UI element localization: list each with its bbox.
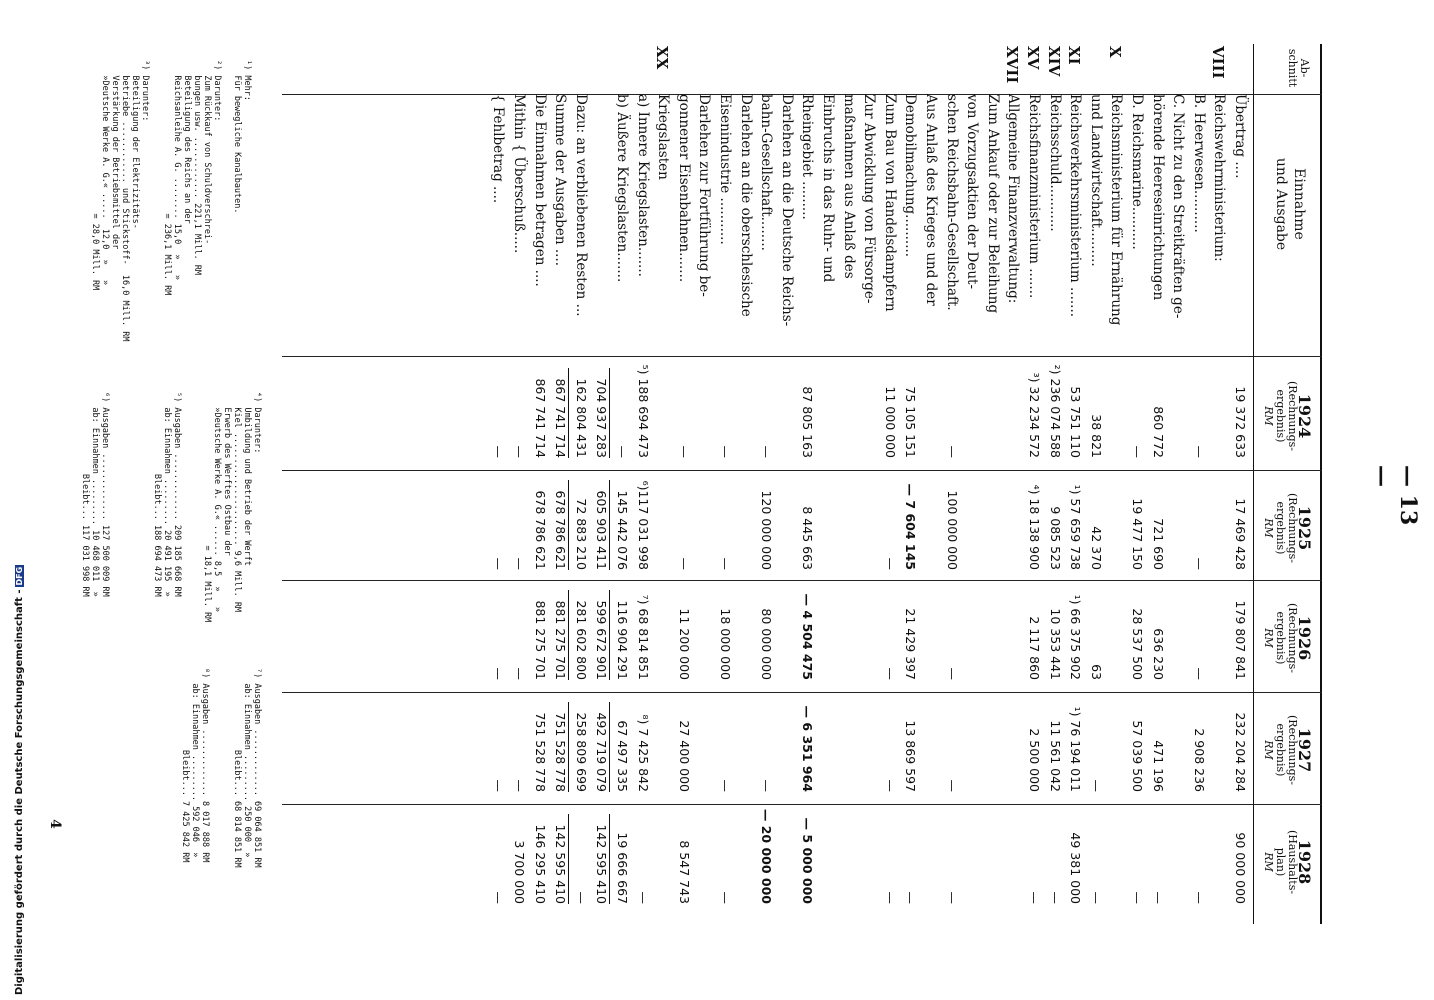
footnote-8: ⁸) Ausgaben ............. 8 017 888 RM ab: Einnahmen ......... 592 046 » Bleibt... 7 425 842 RM: [180, 668, 210, 863]
sum-rule: [609, 590, 610, 680]
value-cell: — 6 351 964: [800, 705, 816, 792]
sum-rule: [568, 480, 569, 570]
currency-unit: RM: [1262, 740, 1275, 760]
value-cell: 751 528 778: [532, 712, 548, 792]
digitization-text: Digitalisierung gefördert durch die Deutsche Forschungsgemeinschaft -: [14, 589, 25, 995]
table-row: [1104, 44, 1124, 924]
value-cell: — 7 604 145: [903, 483, 919, 570]
value-cell: —: [491, 891, 507, 904]
row-label: a) Innere Kriegslasten.......: [634, 94, 651, 277]
table-row: [713, 44, 733, 924]
value-cell: 27 400 000: [676, 720, 692, 792]
currency-unit: RM: [1262, 518, 1275, 538]
sum-rule: [609, 480, 610, 570]
value-cell: —: [944, 779, 960, 792]
value-cell: 53 751 110: [1068, 386, 1084, 458]
header-rule: [1253, 44, 1254, 924]
table-row: [1207, 44, 1227, 924]
value-cell: —: [1047, 891, 1063, 904]
table-row: [1228, 44, 1248, 924]
year-header: [1262, 362, 1314, 470]
value-cell: 116 904 291: [615, 600, 630, 680]
row-label: Aus Anlaß des Krieges und der: [923, 94, 939, 306]
value-cell: 87 805 163: [800, 386, 816, 458]
value-cell: 678 786 621: [532, 490, 548, 570]
row-label: Zum Bau von Handelsdampfern: [881, 94, 898, 312]
value-cell: 38 821: [1088, 414, 1104, 458]
row-label: Reichsministerium für Ernährung: [1108, 94, 1125, 326]
year-header: [1262, 474, 1314, 582]
value-cell: — 5 000 000: [800, 817, 816, 904]
year-label: 1925: [1295, 505, 1314, 551]
value-cell: —: [944, 891, 960, 904]
table-row: [1166, 44, 1186, 924]
table-row: [1125, 44, 1145, 924]
value-cell: ⁷) 68 814 851: [635, 594, 651, 680]
row-label: { Fehlbetrag ....: [490, 94, 507, 204]
sum-rule: [609, 368, 610, 458]
value-cell: 19 666 667: [615, 832, 630, 904]
currency-unit: RM: [1262, 852, 1275, 872]
footnote-6: ⁶) Ausgaben ............. 127 500 009 RM ab: Einnahmen ......... 10 468 011 » Bleibt... 117 031 998 RM: [80, 392, 110, 597]
row-label: gonnener Eisenbahnen.......: [675, 94, 692, 283]
value-cell: ⁶)117 031 998: [635, 480, 651, 570]
currency-unit: RM: [1262, 406, 1275, 426]
value-cell: 11 561 042: [1047, 720, 1063, 792]
value-cell: 80 000 000: [759, 608, 775, 680]
value-cell: 860 772: [1150, 406, 1166, 458]
year-label: 1926: [1295, 615, 1314, 661]
table-row: [940, 44, 960, 924]
value-cell: —: [1027, 891, 1042, 904]
table-row: [981, 44, 1001, 924]
value-cell: —: [882, 779, 898, 792]
table-row: [816, 44, 836, 924]
table-row: [1001, 44, 1021, 924]
table-row: [898, 44, 918, 924]
page-number-top: — 13 —: [1369, 465, 1421, 526]
value-cell: 10 353 441: [1047, 608, 1063, 680]
table-row: [569, 44, 589, 924]
table-row: [960, 44, 980, 924]
value-cell: ³) 32 234 572: [1027, 372, 1042, 458]
value-cell: 704 937 283: [594, 378, 610, 458]
value-cell: ¹) 57 659 738: [1068, 484, 1084, 570]
section-number: XIV: [1044, 46, 1063, 77]
value-cell: —: [573, 891, 589, 904]
row-label: Reichsschuld...........: [1046, 94, 1063, 232]
row-label: Reichsverkehrsministerium .......: [1067, 94, 1084, 318]
value-cell: —: [718, 779, 733, 792]
value-cell: 100 000 000: [944, 490, 960, 570]
value-cell: —: [635, 891, 651, 904]
section-number: XX: [653, 46, 672, 70]
row-label: Darlehen an die oberschlesische: [737, 94, 754, 317]
row-label: Darlehen zur Fortführung be-: [696, 94, 713, 297]
table-row: [1187, 44, 1207, 924]
value-cell: 13 869 597: [903, 720, 919, 792]
row-label: von Vorzugsaktien der Deut-: [964, 94, 981, 290]
value-cell: —: [718, 557, 733, 570]
value-cell: —: [676, 557, 692, 570]
value-cell: 19 372 633: [1233, 386, 1248, 458]
value-cell: —: [759, 445, 775, 458]
value-cell: —: [512, 779, 527, 792]
table-row: [857, 44, 877, 924]
value-cell: —: [882, 891, 898, 904]
value-cell: 492 719 079: [594, 712, 610, 792]
table-row: [631, 44, 651, 924]
value-cell: 28 537 500: [1130, 608, 1145, 680]
dfg-logo-icon: DFG: [15, 566, 24, 586]
value-cell: ⁵) 188 694 473: [635, 364, 651, 458]
header-section: Ab- schnitt: [1286, 48, 1311, 88]
sum-rule: [568, 814, 569, 904]
row-label: Zur Abwicklung von Fürsorge-: [861, 94, 878, 304]
value-cell: —: [512, 667, 527, 680]
row-label: Demobilmachung..........: [902, 94, 919, 258]
footnote-3: ³) Darunter: Beteiligung der Elektrizitäts- betriebe ............ und Stickstoff- 16,0 Mill. RM Verstärkung der Betriebsmittel der »Deutsche Werke A. G.« ..... 12,0 » » = 28,0 Mill. RM: [90, 60, 150, 342]
value-cell: 605 903 411: [594, 490, 610, 570]
year-header: [1262, 584, 1314, 692]
table-row: [1063, 44, 1083, 924]
value-cell: 8 445 663: [800, 506, 816, 570]
value-cell: —: [1191, 557, 1207, 570]
value-cell: —: [676, 445, 692, 458]
value-cell: —: [491, 667, 507, 680]
row-label: Rheingebiet .........: [799, 94, 816, 220]
value-cell: 636 230: [1150, 628, 1166, 680]
sum-rule: [568, 702, 569, 792]
value-cell: 21 429 397: [903, 608, 919, 680]
row-label: Darlehen an die Deutsche Reichs-: [778, 94, 795, 327]
value-cell: —: [944, 667, 960, 680]
value-cell: —: [882, 557, 898, 570]
value-cell: —: [512, 445, 527, 458]
value-cell: 17 469 428: [1233, 498, 1248, 570]
row-label: Einbruchs in das Ruhr- und: [820, 94, 836, 283]
footnote-1: ¹) Mehr: Für bewegliche Kanalbauten.: [232, 60, 252, 214]
year-subtitle: (Haushalts- plan): [1274, 829, 1299, 895]
sum-rule: [568, 590, 569, 680]
value-cell: —: [1130, 891, 1145, 904]
year-subtitle: (Rechnungs- ergebnis): [1274, 381, 1299, 451]
table-row: [795, 44, 815, 924]
section-number: XV: [1024, 46, 1042, 70]
row-label: Reichsfinanzministerium .......: [1026, 94, 1042, 299]
row-label: Übertrag ....: [1232, 94, 1248, 179]
year-subtitle: (Rechnungs- ergebnis): [1274, 493, 1299, 563]
value-cell: 19 477 150: [1130, 498, 1145, 570]
value-cell: 867 741 714: [532, 378, 548, 458]
value-cell: 232 204 284: [1233, 712, 1248, 792]
row-label: Die Einnahmen betragen ....: [531, 94, 548, 287]
header-description: Einnahme und Ausgabe: [1273, 157, 1307, 251]
table-row: [878, 44, 898, 924]
table-row: [651, 44, 671, 924]
value-cell: 145 442 076: [615, 490, 630, 570]
section-number: XI: [1065, 46, 1084, 65]
value-cell: —: [759, 779, 775, 792]
row-label: D. Reichsmarine..........: [1129, 94, 1145, 250]
value-cell: 8 547 743: [676, 840, 692, 904]
value-cell: —: [1088, 891, 1104, 904]
table-row: [754, 44, 774, 924]
year-label: 1924: [1295, 393, 1314, 439]
value-cell: —: [1150, 891, 1166, 904]
row-label: hörende Heereseinrichtungen: [1149, 94, 1166, 301]
value-cell: 142 595 410: [553, 824, 569, 904]
section-number: X: [1106, 46, 1125, 58]
year-label: 1927: [1295, 727, 1314, 773]
year-header: [1262, 696, 1314, 804]
row-label: B. Heerwesen..........: [1190, 94, 1207, 233]
table-row: [1022, 44, 1042, 924]
row-label: und Landwirtschaft.........: [1087, 94, 1104, 267]
table-row: [837, 44, 857, 924]
table-row: [610, 44, 630, 924]
row-label: Reichswehrministerium:: [1211, 94, 1228, 262]
value-cell: 72 883 210: [573, 498, 589, 570]
table-row: [528, 44, 548, 924]
value-cell: — 4 504 475: [800, 593, 816, 680]
value-cell: ¹) 66 375 902: [1068, 594, 1084, 680]
row-label: Dazu: an verbliebenen Resten ...: [572, 94, 589, 317]
value-cell: 2 500 000: [1027, 728, 1042, 792]
footnote-7: ⁷) Ausgaben ............. 69 064 851 RM ab: Einnahmen ......... 250 000 » Bleibt... 68 814 851 RM: [232, 668, 262, 868]
value-cell: — 20 000 000: [759, 808, 775, 904]
value-cell: 867 741 714: [553, 378, 569, 458]
sum-rule: [568, 368, 569, 458]
value-cell: 57 039 500: [1130, 720, 1145, 792]
value-cell: 721 690: [1150, 518, 1166, 570]
value-cell: 881 275 701: [532, 600, 548, 680]
section-number: VIII: [1209, 46, 1228, 79]
value-cell: 9 085 523: [1047, 506, 1063, 570]
value-cell: 2 908 236: [1191, 728, 1207, 792]
row-label: maßnahmen aus Anlaß des: [840, 94, 857, 279]
value-cell: 881 275 701: [553, 600, 569, 680]
page-number-bottom: 4: [46, 819, 63, 829]
value-cell: 599 672 901: [594, 600, 610, 680]
year-subtitle: (Rechnungs- ergebnis): [1274, 715, 1299, 785]
table-row: [548, 44, 568, 924]
value-cell: —: [1130, 445, 1145, 458]
row-label: Eisenindustrie ...........: [717, 94, 733, 245]
value-cell: 751 528 778: [553, 712, 569, 792]
value-cell: 11 000 000: [882, 386, 898, 458]
value-cell: ⁴) 18 138 900: [1027, 484, 1042, 570]
row-label: b) Äußere Kriegslasten.......: [614, 94, 630, 283]
table-row: [692, 44, 712, 924]
value-cell: 42 370: [1088, 526, 1104, 570]
value-cell: —: [903, 891, 919, 904]
value-cell: ¹) 76 194 011: [1068, 706, 1084, 792]
value-cell: —: [491, 445, 507, 458]
year-label: 1928: [1295, 839, 1314, 885]
value-cell: 471 196: [1150, 740, 1166, 792]
currency-unit: RM: [1262, 628, 1275, 648]
year-subtitle: (Rechnungs- ergebnis): [1274, 603, 1299, 673]
value-cell: —: [1088, 779, 1104, 792]
value-cell: —: [615, 445, 630, 458]
value-cell: 258 809 699: [573, 712, 589, 792]
value-cell: ²) 236 074 588: [1047, 364, 1063, 458]
table-row: [1146, 44, 1166, 924]
value-cell: —: [944, 445, 960, 458]
value-cell: 63: [1088, 664, 1104, 680]
footnote-5: ⁵) Ausgaben ............. 209 185 668 RM ab: Einnahmen ......... 20 491 195 » Bleibt... 188 694 473 RM: [152, 392, 182, 597]
section-number: XVII: [1003, 46, 1022, 84]
table-row: [589, 44, 609, 924]
value-cell: —: [882, 667, 898, 680]
value-cell: 162 804 431: [573, 378, 589, 458]
value-cell: 67 497 335: [615, 720, 630, 792]
table-row: [672, 44, 692, 924]
table-top-rule: [1320, 44, 1322, 924]
value-cell: 75 105 151: [903, 386, 919, 458]
footnote-4: ⁴) Darunter: Umbildung und Betrieb der Werft Kiel ...................... 9,6 Mill. RM Erwerb des Werftes Ostbau der »Deutsche Werke A. G.« ...... 8,5 » » = 18,1 Mill. RM: [202, 392, 262, 623]
table-row: [1043, 44, 1063, 924]
row-label: Allgemeine Finanzverwaltung:: [1005, 94, 1022, 304]
value-cell: —: [718, 445, 733, 458]
sum-rule: [609, 702, 610, 792]
sum-rule: [609, 814, 610, 904]
row-label: Zum Ankauf oder zur Beleihung: [984, 94, 1001, 314]
value-cell: —: [1191, 667, 1207, 680]
value-cell: —: [491, 557, 507, 570]
value-cell: 3 700 000: [512, 840, 527, 904]
row-label: bahn-Gesellschaft........: [758, 94, 775, 251]
value-cell: 120 000 000: [759, 490, 775, 570]
value-cell: —: [512, 557, 527, 570]
row-label: Kriegslasten: [655, 94, 672, 180]
value-cell: 146 295 410: [532, 824, 548, 904]
value-cell: 90 000 000: [1233, 832, 1248, 904]
footnote-2: ²) Darunter: Zum Rückkauf von Schuldverschrei- bungen usw. ............ 221,1 Mill. RM Beteiligung des Reichs an der Reichsanleihe A. G. ........ 15,0 » » = 236,1 Mill. RM: [162, 60, 222, 296]
value-cell: 179 807 841: [1233, 600, 1248, 680]
row-label: schen Reichsbahn-Gesellschaft.: [943, 94, 960, 311]
value-cell: 11 200 000: [676, 608, 692, 680]
value-cell: 2 117 860: [1027, 616, 1042, 680]
value-cell: —: [491, 779, 507, 792]
table-row: [775, 44, 795, 924]
value-cell: —: [1191, 891, 1207, 904]
value-cell: 142 595 410: [594, 824, 610, 904]
value-cell: 49 381 000: [1068, 832, 1084, 904]
value-cell: —: [1191, 445, 1207, 458]
row-label: Mithin { Überschuß.....: [511, 94, 527, 254]
value-cell: 678 786 621: [553, 490, 569, 570]
value-cell: ⁸) 7 425 842: [635, 714, 651, 792]
value-cell: 18 000 000: [718, 608, 733, 680]
table-row: [486, 44, 506, 924]
year-header: [1262, 808, 1314, 916]
value-cell: 281 602 800: [573, 600, 589, 680]
table-row: [507, 44, 527, 924]
table-row: [1084, 44, 1104, 924]
table-row: [919, 44, 939, 924]
table-row: [734, 44, 754, 924]
value-cell: —: [718, 891, 733, 904]
row-label: Summe der Ausgaben ....: [552, 94, 569, 267]
row-label: C. Nicht zu den Streitkräften ge-: [1170, 94, 1187, 319]
